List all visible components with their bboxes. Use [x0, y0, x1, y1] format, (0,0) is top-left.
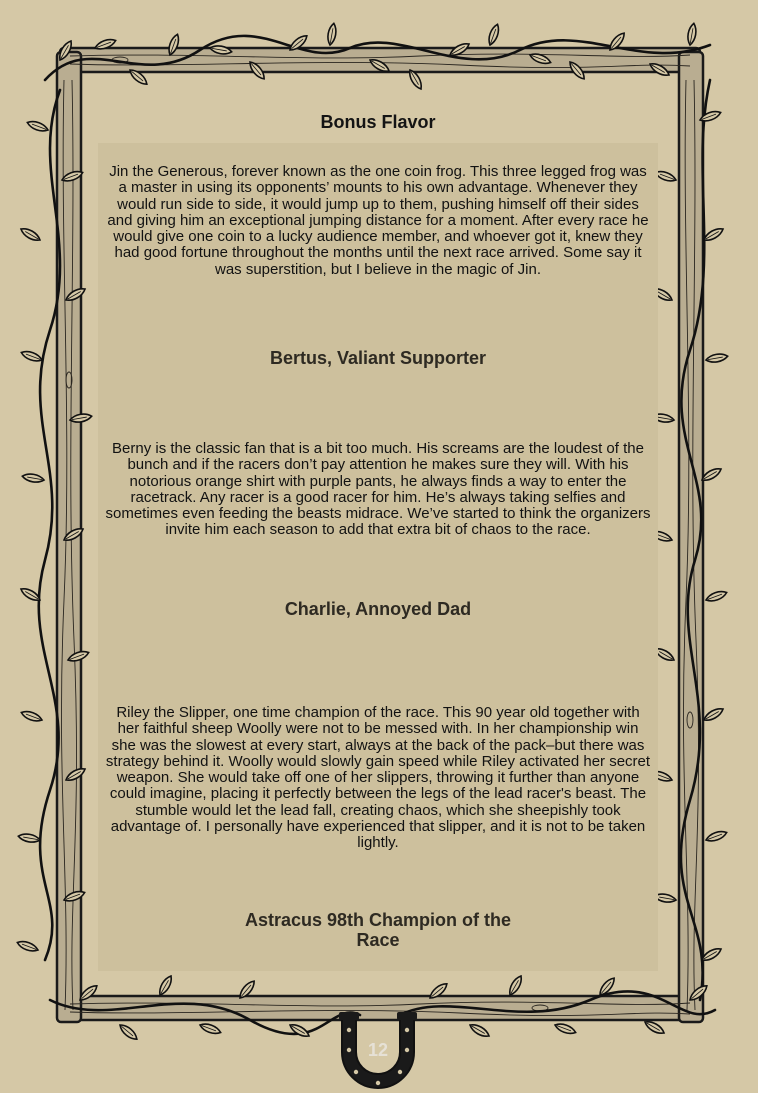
section-heading-bonus-flavor: Bonus Flavor [320, 112, 436, 132]
section-body-bertus: Berny is the classic fan that is a bit too much. His screams are the loudest of the bunch and if the racers don’t pay attention he makes sure they will. With his notorious orange shirt with purple pants, he always finds a way to enter the racetrack. Any racer is a good racer for him. He’s always taking selfies and sometimes even feeding the beasts midrace. We’ve started to think the organizers invite him each season to add that extra bit of chaos to the race. [105, 440, 651, 539]
section-heading-bertus: Bertus, Valiant Supporter [269, 348, 487, 368]
page-number: 12 [367, 1040, 389, 1060]
section-body-bonus-flavor: Jin the Generous, forever known as the one coin frog. This three legged frog was a master in using its opponents’ mounts to his own advantage. Whenever they would run side to side, it would jump up to them, pushing himself off their sides and giving him an exceptional jumping distance for a moment. After every race he would give one coin to a lucky audience member, and whoever got it, knew they had good fortune throughout the months until the next race arrived. Some say it was superstition, but I believe in the magic of Jin. [107, 163, 649, 278]
section-body-charlie: Riley the Slipper, one time champion of the race. This 90 year old together with her faithful sheep Woolly were not to be messed with. In her championship win she was the slowest at every start, always at the back of the pack–but there was strategy behind it. Woolly would slowly gain speed while Riley activated her secret weapon. She would take off one of her slippers, throwing it further than anyone could imagine, placing it perfectly between the legs of the lead racer's beast. The stumble would let the lead fall, creating chaos, which she sheepishly took advantage of. I personally have experienced that slipper, and it is not to be taken lightly. [105, 704, 651, 852]
section-heading-astracus: Astracus 98th Champion of the Race [244, 910, 512, 950]
section-heading-charlie: Charlie, Annoyed Dad [284, 599, 472, 619]
